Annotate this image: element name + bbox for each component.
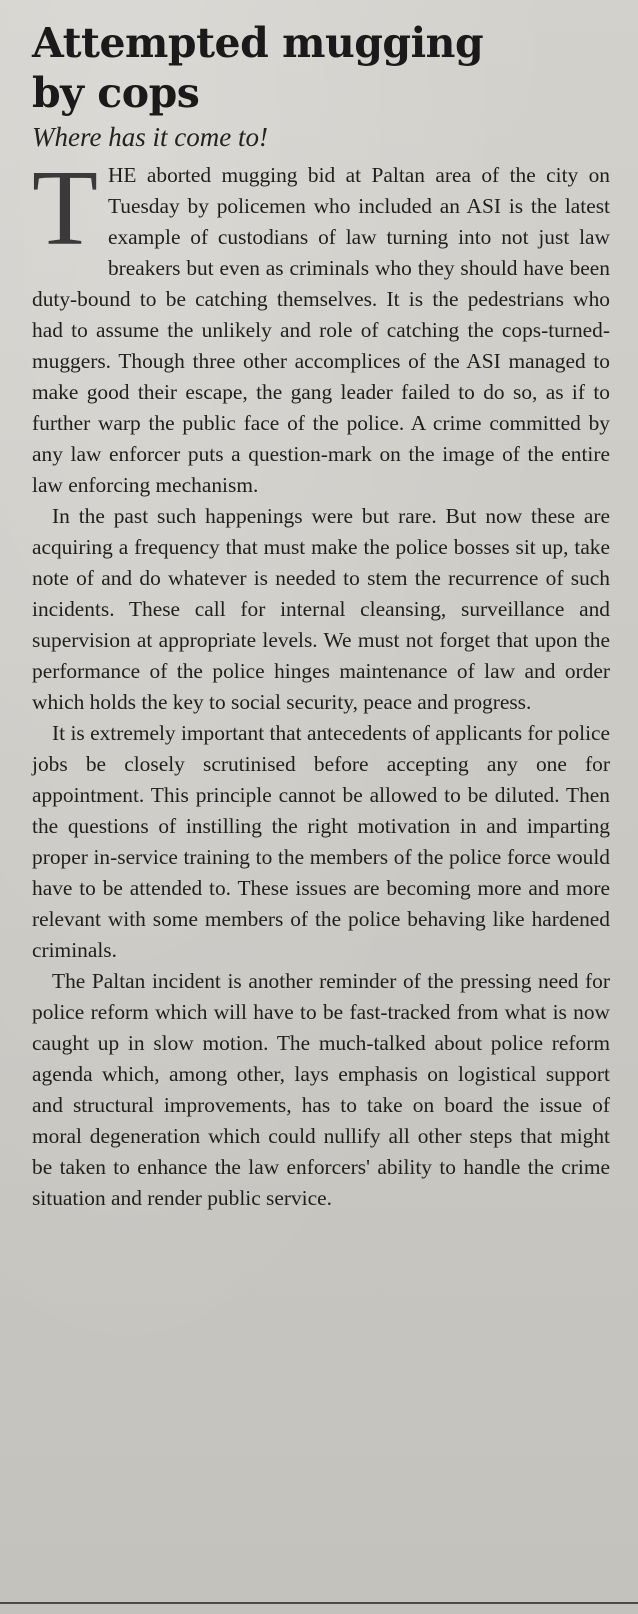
headline: Attempted mugging by cops (32, 19, 484, 117)
paragraph-2: In the past such happenings were but rare. But now these are acquiring a frequency that must make the police bosses sit up, take note of and do whatever is needed to stem the recurrence of such incidents. These call for internal cleansing, surveillance and supervision at appropriate levels. We must not forget that upon the performance of the police hinges maintenance of law and order which holds the key to social security, peace and progress. (32, 504, 610, 714)
paragraph-4: The Paltan incident is another reminder of the pressing need for police reform which will have to be fast-tracked from what is now caught up in slow motion. The much-talked about police reform agenda which, among other, lays emphasis on logistical support and structural improvements, has to take on board the issue of moral degeneration which could nullify all other steps that might be taken to enhance the law enforcers' ability to handle the crime situation and render public service. (32, 969, 610, 1210)
paragraph-1 (32, 149, 610, 501)
paragraph-1-text: HE aborted mugging bid at Paltan area of the city on Tuesday by policemen who included an ASI is the latest example of custodians of law turning into not just law breakers but even as criminals who they should have been duty-bound to be catching themselves. It is the pedestrians who had to assume the unlikely and role of catching the cops-turned-muggers. Though three other accomplices of the ASI managed to make good their escape, the gang leader failed to do so, as if to further warp the public face of the police. A crime committed by any law enforcer puts a question-mark on the image of the entire law enforcing mechanism. (32, 163, 610, 497)
bottom-divider (0, 1602, 638, 1604)
subhead: Where has it come to! (32, 122, 268, 152)
paragraph-3: It is extremely important that antecedents of applicants for police jobs be closely scrutinised before accepting any one for appointment. This principle cannot be allowed to be diluted. Then the questions of instilling the right motivation in and imparting proper in-service training to the members of the police force would have to be attended to. These issues are becoming more and more relevant with some members of the police behaving like hardened criminals. (32, 721, 610, 962)
article-body (32, 149, 610, 1214)
drop-cap: T (32, 149, 98, 268)
